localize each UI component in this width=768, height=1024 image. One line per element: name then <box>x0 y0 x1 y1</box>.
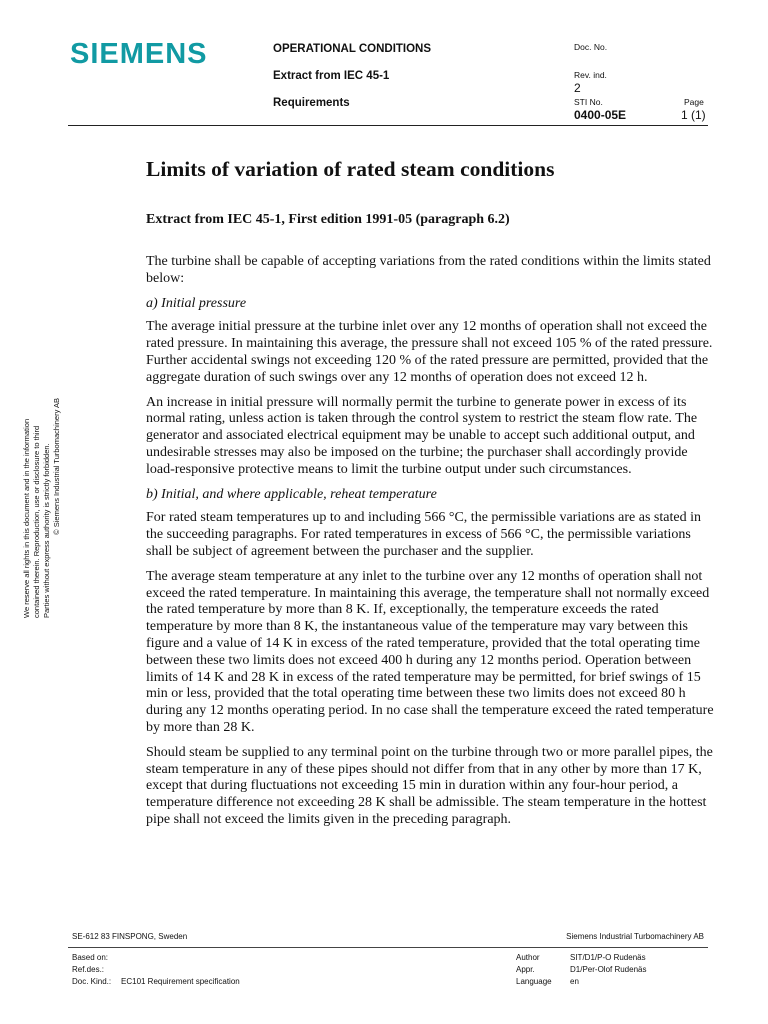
header-title: OPERATIONAL CONDITIONS <box>273 43 432 55</box>
language-label: Language <box>516 977 552 986</box>
appr-value: D1/Per-Olof Rudenäs <box>570 965 647 974</box>
header-extract: Extract from IEC 45-1 <box>273 70 390 82</box>
appr-label: Appr. <box>516 965 535 974</box>
notice-line-3: Parties without express authority is strictly forbidden. <box>42 443 51 618</box>
language-value: en <box>570 977 579 986</box>
sti-value: 0400-05E <box>574 108 627 122</box>
notice-line-2: contained therein. Reproduction, use or disclosure to third <box>32 425 41 618</box>
document-title: Limits of variation of rated steam conditions <box>146 157 555 181</box>
based-on-label: Based on: <box>72 953 109 962</box>
paragraph-a1: The average initial pressure at the turbine inlet over any 12 months of operation shall not exceed the rated pressure. In maintaining this average, the pressure shall not exceed 105 % of the rated pressure. Further accidental swings not exceeding 120 % of the rated pressure are permitted, provided that the aggregate duration of such swings over any 12 months of operation does not exceed 12 h. <box>146 319 713 385</box>
page-value: 1 (1) <box>681 108 706 122</box>
copyright-notice <box>22 398 62 618</box>
dockind-value: EC101 Requirement specification <box>121 977 240 986</box>
notice-line-4: © Siemens Industrial Turbomachinery AB <box>52 398 61 535</box>
section-a-heading: a) Initial pressure <box>146 295 247 311</box>
author-value: SIT/D1/P-O Rudenäs <box>570 953 646 962</box>
page-label: Page <box>684 97 704 107</box>
author-label: Author <box>516 953 540 962</box>
paragraph-b3: Should steam be supplied to any terminal point on the turbine through two or more parallel pipes, the steam temperature in any of these pipes should not differ from that in any other by more than 17 K, except that during fluctuations not exceeding 15 min in duration within any four-hour period, a temperature difference not exceeding 28 K shall be admissible. The steam temperature in the hottest pipe shall not exceed the limits given in the preceding paragraph. <box>146 744 713 827</box>
dockind-label: Doc. Kind.: <box>72 977 112 986</box>
document-subtitle: Extract from IEC 45-1, First edition 1991-05 (paragraph 6.2) <box>146 212 510 227</box>
intro-paragraph: The turbine shall be capable of accepting variations from the rated conditions within the limits stated below: <box>146 254 711 286</box>
header-rule <box>68 125 708 126</box>
notice-line-1: We reserve all rights in this document and in the information <box>22 418 31 618</box>
siemens-logo: SIEMENS <box>70 38 208 70</box>
footer-address: SE-612 83 FINSPONG, Sweden <box>72 932 188 941</box>
rev-value: 2 <box>574 81 581 95</box>
rev-label: Rev. ind. <box>574 70 607 80</box>
document-body <box>146 254 716 837</box>
paragraph-b1: For rated steam temperatures up to and including 566 °C, the permissible variations are as stated in the succeeding paragraphs. For rated temperatures in excess of 566 °C, the permissible variations shall be subject of agreement between the purchaser and the supplier. <box>146 510 701 559</box>
section-b-heading: b) Initial, and where applicable, reheat temperature <box>146 486 437 502</box>
footer-company: Siemens Industrial Turbomachinery AB <box>566 932 704 941</box>
refdes-label: Ref.des.: <box>72 965 105 974</box>
doc-no-label: Doc. No. <box>574 42 608 52</box>
paragraph-b2: The average steam temperature at any inlet to the turbine over any 12 months of operation shall not exceed the rated temperature. In maintaining this average, the temperature shall not normally exceed the rated temperature by more than 8 K. If, exceptionally, the temperature exceeds the rated temperature by more than 8 K, the instantaneous value of the temperature may vary between this figure and a value of 14 K in excess of the rated temperature, provided that the total operating time between these two limits does not exceed 400 h during any 12 months period. Operation between limits of 14 K and 28 K in excess of the rated temperature may be permitted, for brief swings of 15 min or less, provided that the total operating time between these two limits does not exceed 80 h during any 12 months operating period. In no case shall the temperature exceed the rated temperature by more than 28 K. <box>146 568 714 735</box>
sti-label: STI No. <box>574 97 603 107</box>
header-requirements: Requirements <box>273 97 350 109</box>
footer-rule <box>68 947 708 948</box>
paragraph-a2: An increase in initial pressure will normally permit the turbine to generate power in excess of its normal rating, unless action is taken through the control system to restrict the steam flow rate. The generator and associated electrical equipment may be unable to accept such additional output, and undesirable stresses may also be imposed on the turbine; the purchaser shall accordingly provide load-responsive protective means to limit the turbine output under such circumstances. <box>146 394 698 477</box>
